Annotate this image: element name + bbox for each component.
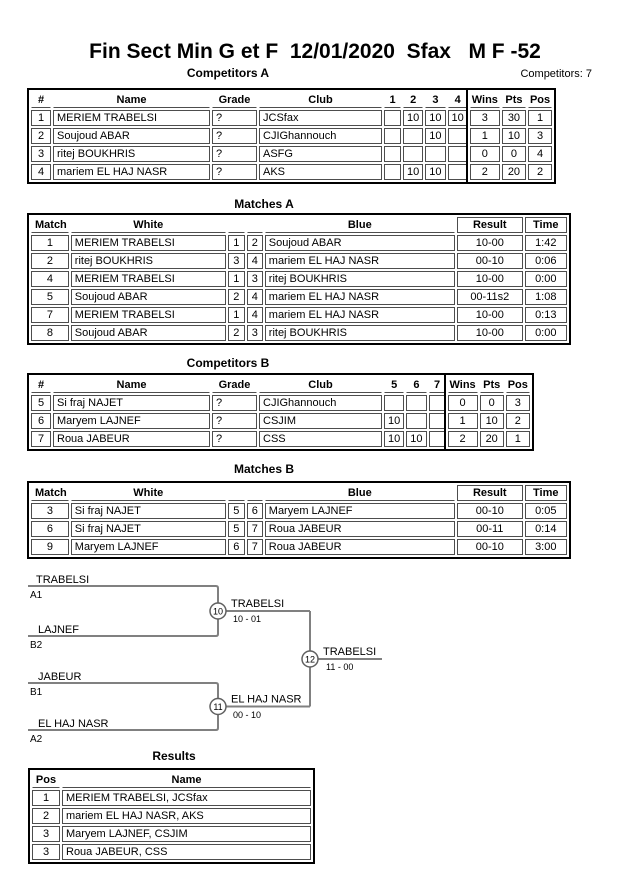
table-cell: 00-10: [457, 539, 523, 555]
wins-points-divider: [444, 373, 446, 451]
competitors-count: Competitors: 7: [520, 68, 592, 80]
bracket-entry-seed: A2: [30, 734, 43, 745]
table-cell: 0:13: [525, 307, 567, 323]
column-header: Wins: [449, 379, 476, 391]
table-cell: 1:42: [525, 235, 567, 251]
table-cell: 1: [32, 790, 60, 806]
matches-b-table: [27, 481, 571, 559]
table-cell: 10: [384, 413, 404, 429]
table-cell: Maryem LAJNEF: [71, 539, 226, 555]
column-header: Pos: [32, 772, 60, 788]
bracket-winner-name: EL HAJ NASR: [231, 693, 302, 706]
table-row: [31, 503, 567, 519]
table-cell: 10-00: [457, 325, 523, 341]
table-cell: mariem EL HAJ NASR: [53, 164, 210, 180]
table-cell: 4: [247, 253, 263, 269]
table-cell: Soujoud ABAR: [53, 128, 210, 144]
table-cell: 6: [31, 521, 69, 537]
table-cell: 1: [470, 128, 500, 144]
table-cell: ritej BOUKHRIS: [265, 271, 455, 287]
table-header-row: [32, 772, 311, 788]
results-table: [28, 768, 315, 864]
table-cell: Roua JABEUR: [265, 539, 455, 555]
bracket-match-score: 00 - 10: [233, 710, 262, 720]
table-cell: 0:05: [525, 503, 567, 519]
column-header: 6: [406, 377, 426, 393]
competitors-a-table: [27, 88, 556, 184]
table-cell: [384, 146, 401, 162]
table-cell: 0:06: [525, 253, 567, 269]
table-cell: 3:00: [525, 539, 567, 555]
table-cell: ritej BOUKHRIS: [71, 253, 226, 269]
column-header: Grade: [212, 377, 257, 393]
column-header: Name: [53, 377, 210, 393]
column-header: Time: [525, 217, 567, 233]
table-cell: Roua JABEUR: [53, 431, 210, 447]
wins-points-divider: [466, 88, 468, 184]
table-row: [31, 521, 567, 537]
table-row: [32, 808, 311, 824]
table-cell: 10: [425, 164, 445, 180]
table-cell: 10: [403, 164, 423, 180]
table-cell: ?: [212, 395, 257, 411]
table-cell: 10: [406, 431, 426, 447]
column-header: Pts: [480, 377, 504, 393]
column-header: Name: [62, 772, 311, 788]
table-cell: 3: [506, 395, 530, 411]
table-row: [32, 844, 311, 860]
table-cell: ASFG: [259, 146, 382, 162]
table-row: [31, 413, 530, 429]
table-cell: [384, 110, 401, 126]
table-cell: AKS: [259, 164, 382, 180]
table-cell: 10: [425, 110, 445, 126]
column-header: Club: [259, 377, 382, 393]
column-header: 3: [425, 92, 445, 108]
table-row: [31, 164, 552, 180]
table-cell: ?: [212, 110, 257, 126]
column-header: Pts: [502, 92, 526, 108]
table-cell: 10-00: [457, 235, 523, 251]
table-cell: 5: [31, 289, 69, 305]
table-cell: 3: [32, 844, 60, 860]
bracket-entry-seed: A1: [30, 590, 43, 601]
table-cell: 2: [31, 128, 51, 144]
table-cell: 5: [228, 521, 245, 537]
table-cell: [429, 395, 446, 411]
table-cell: 0: [470, 146, 500, 162]
table-cell: 7: [31, 307, 69, 323]
table-cell: 20: [480, 431, 504, 447]
table-cell: CSS: [259, 431, 382, 447]
heading-competitors-b: Competitors B: [186, 356, 270, 370]
column-header: Blue: [265, 217, 455, 233]
table-cell: 7: [247, 539, 263, 555]
table-cell: 4: [247, 289, 263, 305]
table-cell: [406, 413, 426, 429]
table-header-row: [31, 92, 552, 108]
table-row: [32, 790, 311, 806]
bracket-entry-name: TRABELSI: [36, 574, 90, 586]
table-cell: [384, 164, 401, 180]
bracket-diagram: [0, 568, 400, 753]
table-cell: 7: [31, 431, 51, 447]
table-cell: Si fraj NAJET: [71, 521, 226, 537]
page-title: Fin Sect Min G et F 12/01/2020 Sfax M F -52: [89, 40, 541, 63]
table-cell: 20: [502, 164, 526, 180]
table-cell: 2: [470, 164, 500, 180]
column-header: Match: [31, 217, 69, 233]
table-cell: 3: [247, 325, 263, 341]
table-cell: 10: [448, 110, 468, 126]
column-header: Result: [457, 217, 523, 233]
column-header: #: [31, 377, 51, 393]
table-row: [31, 325, 567, 341]
column-header: 4: [448, 92, 468, 108]
table-cell: 3: [32, 826, 60, 842]
table-row: [31, 289, 567, 305]
table-cell: 1: [448, 413, 478, 429]
bracket-entry-seed: B1: [30, 687, 43, 698]
table-cell: 00-11s2: [457, 289, 523, 305]
table-cell: 00-11: [457, 521, 523, 537]
table-cell: 0: [480, 395, 504, 411]
table-row: [31, 235, 567, 251]
table-cell: 1: [528, 110, 552, 126]
table-row: [31, 253, 567, 269]
column-header: Name: [53, 92, 210, 108]
table-cell: 0:14: [525, 521, 567, 537]
column-header: Grade: [212, 92, 257, 108]
table-cell: 5: [31, 395, 51, 411]
table-cell: [403, 128, 423, 144]
table-cell: 10: [502, 128, 526, 144]
column-header: 2: [403, 92, 423, 108]
table-cell: MERIEM TRABELSI: [71, 307, 226, 323]
column-header: 7: [429, 377, 446, 393]
column-header: #: [31, 92, 51, 108]
table-cell: 1: [506, 431, 530, 447]
table-cell: ?: [212, 146, 257, 162]
table-cell: 10: [425, 128, 445, 144]
table-cell: 0: [448, 395, 478, 411]
bracket-winner-name: TRABELSI: [323, 646, 377, 658]
table-cell: 2: [506, 413, 530, 429]
table-cell: 9: [31, 539, 69, 555]
table-cell: 8: [31, 325, 69, 341]
table-cell: 2: [247, 235, 263, 251]
table-cell: 10: [403, 110, 423, 126]
column-header: 5: [384, 377, 404, 393]
table-cell: 10: [480, 413, 504, 429]
table-cell: [384, 395, 404, 411]
table-cell: Soujoud ABAR: [71, 325, 226, 341]
heading-competitors-a: Competitors A: [186, 66, 270, 80]
table-row: [31, 146, 552, 162]
table-cell: 1:08: [525, 289, 567, 305]
table-row: [31, 110, 552, 126]
table-cell: 4: [247, 307, 263, 323]
column-header: Result: [457, 485, 523, 501]
table-cell: 3: [470, 110, 500, 126]
table-cell: JCSfax: [259, 110, 382, 126]
table-cell: Si fraj NAJET: [71, 503, 226, 519]
table-cell: 0:00: [525, 271, 567, 287]
column-header: Blue: [265, 485, 455, 501]
column-header: [247, 217, 263, 233]
table-cell: 2: [228, 289, 245, 305]
table-cell: 6: [228, 539, 245, 555]
bracket-match-score: 11 - 00: [326, 662, 354, 672]
table-cell: 1: [31, 110, 51, 126]
column-header: White: [71, 485, 226, 501]
competitors-b-table: [27, 373, 534, 451]
column-header: Pos: [529, 94, 551, 106]
table-cell: 1: [228, 307, 245, 323]
bracket-entry-name: JABEUR: [38, 671, 82, 683]
table-cell: 4: [31, 164, 51, 180]
table-row: [31, 395, 530, 411]
matches-a-table: [27, 213, 571, 345]
bracket-entry-seed: B2: [30, 640, 43, 651]
table-cell: mariem EL HAJ NASR, AKS: [62, 808, 311, 824]
table-cell: 4: [528, 146, 552, 162]
column-header: [228, 217, 245, 233]
column-header: Time: [525, 485, 567, 501]
table-cell: [384, 128, 401, 144]
heading-matches-a: Matches A: [234, 197, 294, 211]
table-cell: Roua JABEUR: [265, 521, 455, 537]
table-cell: [406, 395, 426, 411]
heading-matches-b: Matches B: [233, 462, 295, 476]
table-row: [31, 128, 552, 144]
table-cell: ritej BOUKHRIS: [265, 325, 455, 341]
table-cell: [403, 146, 423, 162]
table-cell: 2: [228, 325, 245, 341]
table-header-row: [31, 217, 567, 233]
table-cell: mariem EL HAJ NASR: [265, 307, 455, 323]
table-cell: [448, 146, 468, 162]
table-cell: CSJIM: [259, 413, 382, 429]
table-cell: 0: [502, 146, 526, 162]
table-cell: MERIEM TRABELSI: [71, 271, 226, 287]
table-row: [31, 307, 567, 323]
table-cell: 7: [247, 521, 263, 537]
table-cell: [425, 146, 445, 162]
table-cell: Maryem LAJNEF: [265, 503, 455, 519]
table-cell: 1: [228, 271, 245, 287]
bracket-entry-name: LAJNEF: [38, 624, 79, 636]
table-cell: 1: [31, 235, 69, 251]
table-cell: 00-10: [457, 253, 523, 269]
table-row: [31, 539, 567, 555]
table-cell: MERIEM TRABELSI: [53, 110, 210, 126]
table-header-row: [31, 377, 530, 393]
table-cell: Soujoud ABAR: [265, 235, 455, 251]
table-cell: 3: [31, 503, 69, 519]
table-cell: Roua JABEUR, CSS: [62, 844, 311, 860]
table-cell: ?: [212, 164, 257, 180]
match-number: 10: [212, 606, 224, 617]
table-cell: mariem EL HAJ NASR: [265, 289, 455, 305]
table-cell: 2: [448, 431, 478, 447]
table-header-row: [31, 485, 567, 501]
table-cell: 0:00: [525, 325, 567, 341]
table-cell: [429, 413, 446, 429]
table-cell: [448, 128, 468, 144]
heading-results: Results: [152, 749, 196, 763]
column-header: Match: [31, 485, 69, 501]
column-header: 1: [384, 92, 401, 108]
column-header: [247, 485, 263, 501]
table-cell: CJIGhannouch: [259, 395, 382, 411]
table-cell: 6: [31, 413, 51, 429]
table-cell: 4: [31, 271, 69, 287]
match-number: 12: [304, 654, 316, 665]
table-cell: ritej BOUKHRIS: [53, 146, 210, 162]
table-cell: Si fraj NAJET: [53, 395, 210, 411]
table-cell: Soujoud ABAR: [71, 289, 226, 305]
table-cell: Maryem LAJNEF, CSJIM: [62, 826, 311, 842]
table-cell: MERIEM TRABELSI, JCSfax: [62, 790, 311, 806]
match-number: 11: [213, 702, 223, 712]
table-cell: ?: [212, 413, 257, 429]
table-cell: 00-10: [457, 503, 523, 519]
table-cell: mariem EL HAJ NASR: [265, 253, 455, 269]
table-cell: 10-00: [457, 271, 523, 287]
table-cell: ?: [212, 431, 257, 447]
table-row: [32, 826, 311, 842]
column-header: Club: [259, 92, 382, 108]
bracket-winner-name: TRABELSI: [231, 598, 285, 610]
table-cell: ?: [212, 128, 257, 144]
table-cell: 30: [502, 110, 526, 126]
table-cell: [429, 431, 446, 447]
bracket-match-score: 10 - 01: [233, 614, 262, 624]
table-cell: 10: [384, 431, 404, 447]
table-cell: 1: [228, 235, 245, 251]
table-cell: CJIGhannouch: [259, 128, 382, 144]
table-cell: 3: [528, 128, 552, 144]
table-row: [31, 271, 567, 287]
table-row: [31, 431, 530, 447]
table-cell: [448, 164, 468, 180]
table-cell: 6: [247, 503, 263, 519]
table-cell: 5: [228, 503, 245, 519]
table-cell: 3: [31, 146, 51, 162]
table-cell: 2: [528, 164, 552, 180]
table-cell: 2: [31, 253, 69, 269]
table-cell: 3: [228, 253, 245, 269]
column-header: White: [71, 217, 226, 233]
table-cell: Maryem LAJNEF: [53, 413, 210, 429]
table-cell: 2: [32, 808, 60, 824]
column-header: Pos: [507, 379, 528, 391]
column-header: Wins: [471, 94, 498, 106]
table-cell: MERIEM TRABELSI: [71, 235, 226, 251]
bracket-entry-name: EL HAJ NASR: [38, 718, 109, 730]
column-header: [228, 485, 245, 501]
table-cell: 10-00: [457, 307, 523, 323]
table-cell: 3: [247, 271, 263, 287]
